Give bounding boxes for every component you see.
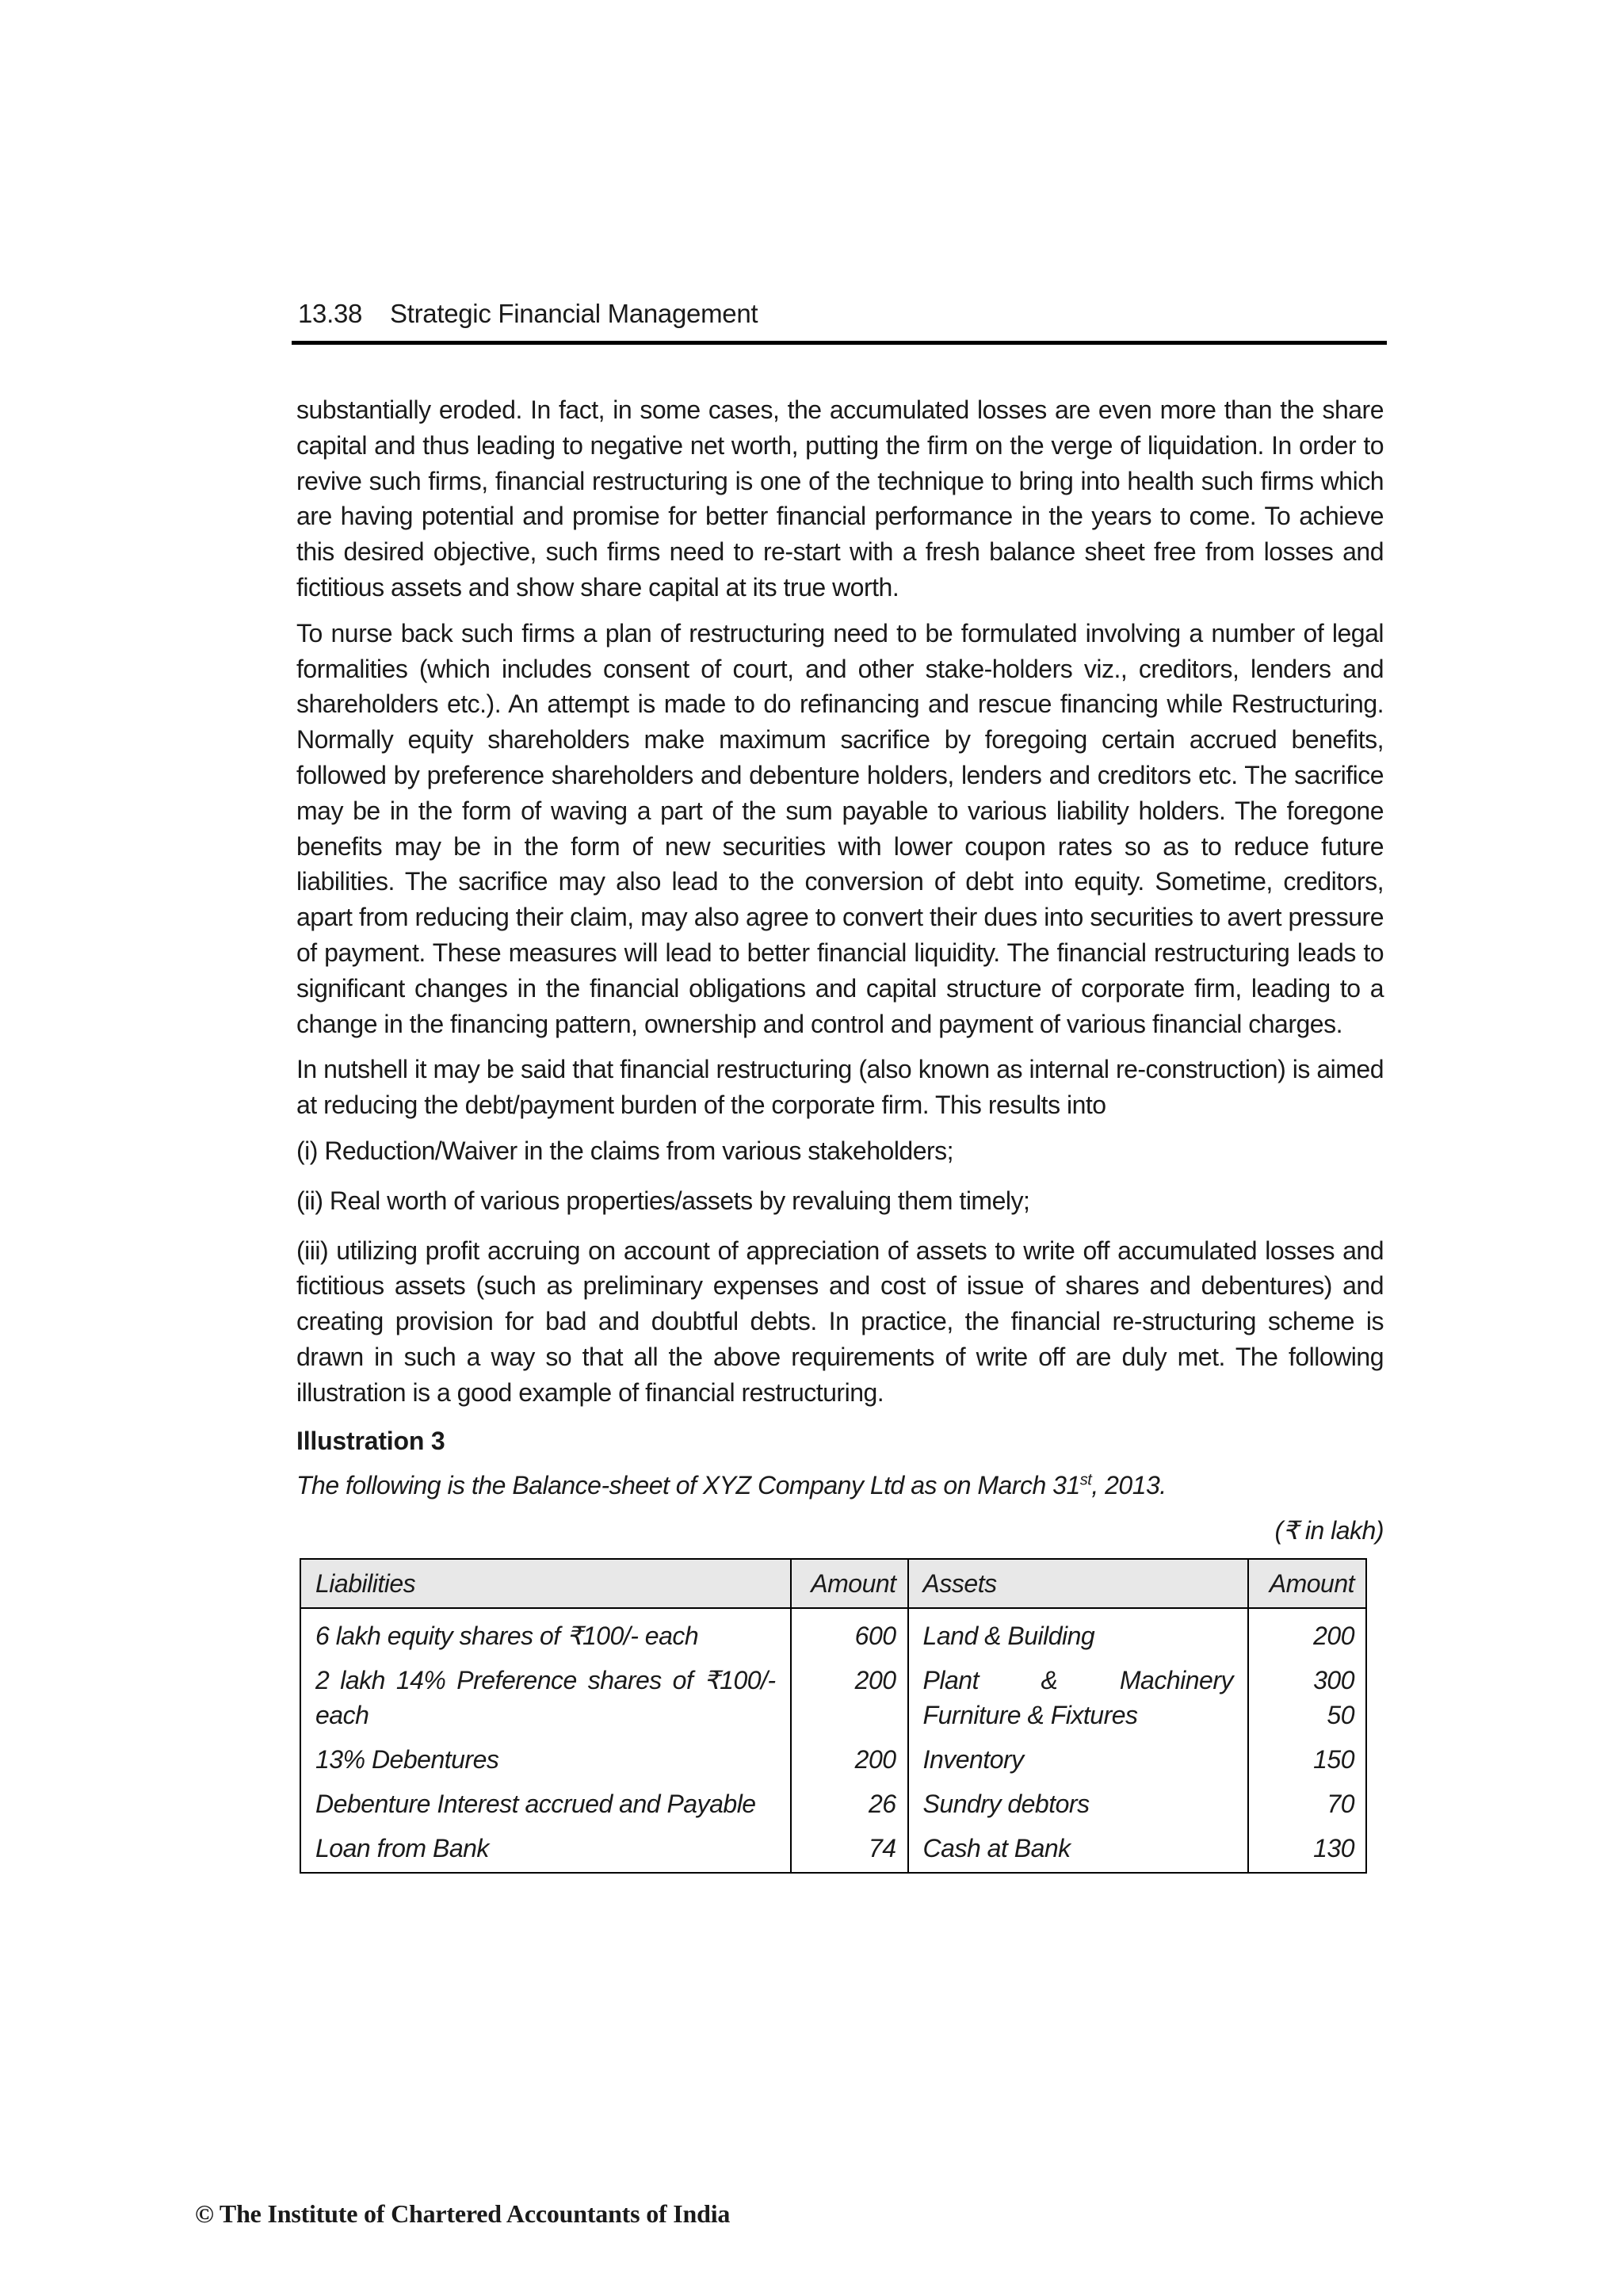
liability-cell: 13% Debentures — [300, 1737, 791, 1782]
asset-cell: Land & Building — [908, 1608, 1248, 1658]
amount-cell: 200 — [791, 1737, 908, 1782]
illustration-heading: Illustration 3 — [296, 1426, 445, 1455]
asset-cell: Sundry debtors — [908, 1782, 1248, 1826]
asset-line — [923, 1663, 1233, 1698]
amount-value: 50 — [1327, 1700, 1354, 1729]
asset-cell: Inventory — [908, 1737, 1248, 1782]
amount-cell: 200 — [1248, 1608, 1366, 1658]
column-header-amount: Amount — [1248, 1559, 1366, 1608]
copyright-footer: © The Institute of Chartered Accountants of India — [195, 2199, 731, 2228]
list-item: (iii) utilizing profit accruing on account of appreciation of assets to write off accumulated losses and fictitious assets (such as preliminary expenses and cost of issue of shares and debentures) and creating provision for bad and doubtful debts. In practice, the financial re-structuring scheme is drawn in such a way so that all the above requirements of write off are duly met. The following illustration is a good example of financial restructuring. — [296, 1236, 1384, 1407]
intro-text: The following is the Balance-sheet of XYZ Company Ltd as on March 31 — [296, 1471, 1080, 1500]
asset-cell: Cash at Bank — [908, 1826, 1248, 1873]
liability-cell: Debenture Interest accrued and Payable — [300, 1782, 791, 1826]
page-number: 13.38 — [298, 299, 363, 328]
page-header — [292, 295, 1387, 345]
intro-text-end: , 2013. — [1091, 1471, 1167, 1500]
body-paragraph: To nurse back such firms a plan of restructuring need to be formulated involving a number of legal formalities (which includes consent of court, and other stake-holders viz., creditors, lenders and shareholders etc.). An attempt is made to do refinancing and rescue financing while Restructuring. Normally equity shareholders make maximum sacrifice by foregoing certain accrued benefits, followed by preference shareholders and debenture holders, lenders and creditors etc. The sacrifice may be in the form of waving a part of the sum payable to various liability holders. The foregone benefits may be in the form of new securities with lower coupon rates so as to reduce future liabilities. The sacrifice may also lead to the conversion of debt into equity. Sometime, creditors, apart from reducing their claim, may also agree to convert their dues into securities to avert pressure of payment. These measures will lead to better financial liquidity. The financial restructuring leads to significant changes in the financial obligations and capital structure of corporate firm, leading to a change in the financing pattern, ownership and control and payment of various financial charges. — [296, 618, 1384, 1038]
amount-cell: 26 — [791, 1782, 908, 1826]
table-row — [300, 1826, 1366, 1873]
intro-superscript: st — [1079, 1471, 1092, 1489]
table-row — [300, 1658, 1366, 1737]
asset-line: Furniture & Fixtures — [922, 1700, 1138, 1729]
amount-cell: 70 — [1248, 1782, 1366, 1826]
table-row — [300, 1782, 1366, 1826]
body-paragraph: In nutshell it may be said that financial restructuring (also known as internal re-construction) is aimed at reducing the debt/payment burden of the corporate firm. This results into — [296, 1055, 1384, 1120]
page-content — [296, 392, 1384, 1874]
amount-cell: 150 — [1248, 1737, 1366, 1782]
amount-cell: 130 — [1248, 1826, 1366, 1873]
balance-sheet-table — [300, 1558, 1367, 1874]
liability-cell: 2 lakh 14% Preference shares of ₹100/- each — [300, 1658, 791, 1737]
amount-value: 300 — [1313, 1665, 1354, 1694]
list-item: (ii) Real worth of various properties/assets by revaluing them timely; — [296, 1186, 1030, 1215]
asset-word: & — [1041, 1665, 1058, 1694]
list-item: (i) Reduction/Waiver in the claims from various stakeholders; — [296, 1136, 954, 1165]
unit-note: (₹ in lakh) — [1274, 1516, 1384, 1545]
asset-word: Machinery — [1119, 1665, 1233, 1694]
column-header-amount: Amount — [791, 1559, 908, 1608]
asset-cell — [908, 1658, 1248, 1737]
table-header-row — [300, 1559, 1366, 1608]
asset-word: Plant — [922, 1665, 979, 1694]
amount-cell: 74 — [791, 1826, 908, 1873]
liability-cell: Loan from Bank — [300, 1826, 791, 1873]
table-row — [300, 1608, 1366, 1658]
table-row — [300, 1737, 1366, 1782]
amount-cell: 200 — [791, 1658, 908, 1737]
amount-cell — [1248, 1658, 1366, 1737]
book-title: Strategic Financial Management — [390, 299, 758, 328]
liability-cell: 6 lakh equity shares of ₹100/- each — [300, 1608, 791, 1658]
column-header-assets: Assets — [908, 1559, 1248, 1608]
illustration-intro — [296, 1468, 1384, 1503]
body-paragraph: substantially eroded. In fact, in some cases, the accumulated losses are even more than the share capital and thus leading to negative net worth, putting the firm on the verge of liquidation. In order to revive such firms, financial restructuring is one of the technique to bring into health such firms which are having potential and promise for better financial performance in the years to come. To achieve this desired objective, such firms need to re-start with a fresh balance sheet free from losses and fictitious assets and show share capital at its true worth. — [296, 395, 1384, 602]
column-header-liabilities: Liabilities — [300, 1559, 791, 1608]
amount-cell: 600 — [791, 1608, 908, 1658]
